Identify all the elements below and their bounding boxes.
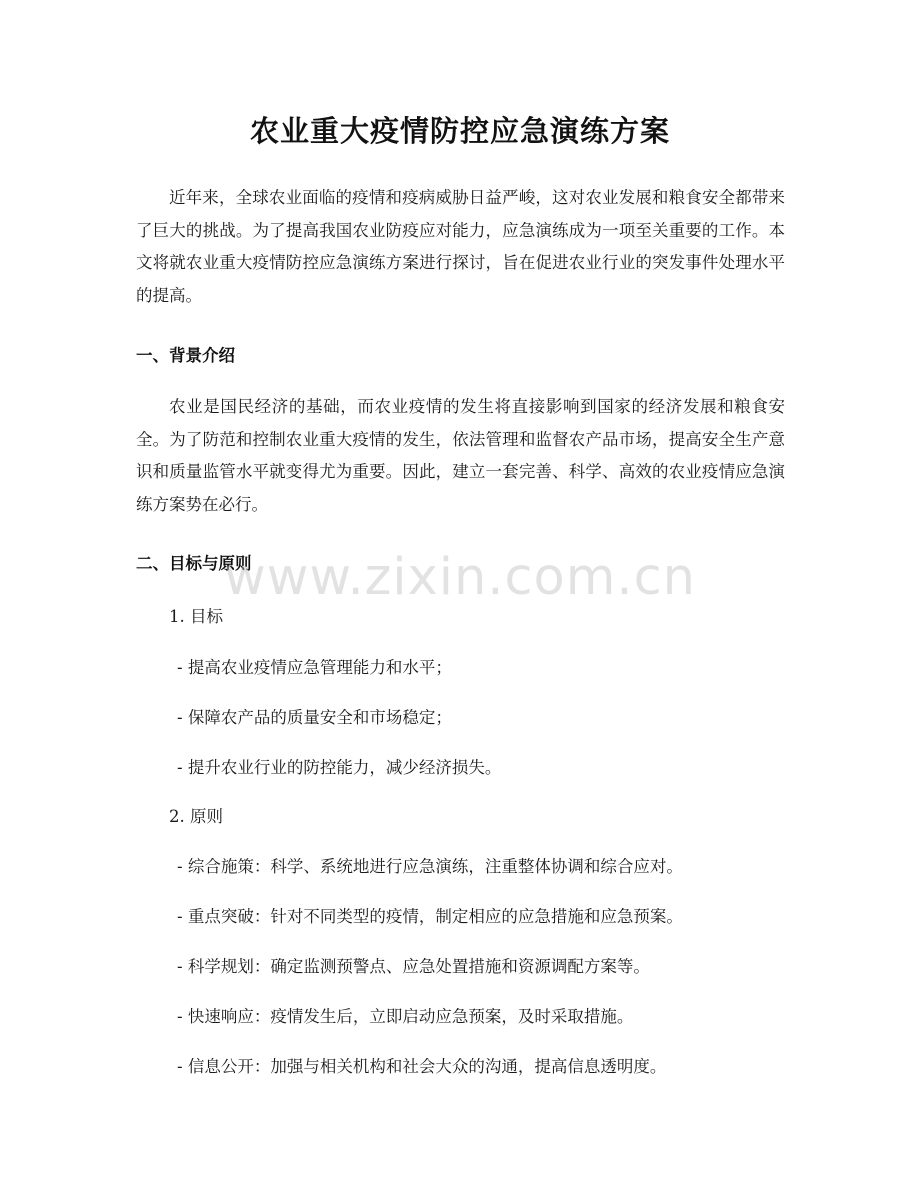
subsection-label-goals: 1. 目标 bbox=[169, 607, 223, 626]
list-item: - 重点突破：针对不同类型的疫情，制定相应的应急措施和应急预案。 bbox=[177, 907, 683, 926]
intro-paragraph: 近年来，全球农业面临的疫情和疫病威胁日益严峻，这对农业发展和粮食安全都带来了巨大的挑战。为了提高我国农业防疫应对能力，应急演练成为一项至关重要的工作。本文将就农业重大疫情防控应急演练方案进行探讨，旨在促进农业行业的突发事件处理水平的提高。 bbox=[136, 188, 785, 305]
list-item: - 信息公开：加强与相关机构和社会大众的沟通，提高信息透明度。 bbox=[177, 1057, 667, 1076]
section-heading-background: 一、背景介绍 bbox=[136, 346, 235, 365]
list-item: - 提升农业行业的防控能力，减少经济损失。 bbox=[177, 758, 502, 777]
watermark: www.zixin.com.cn bbox=[224, 548, 696, 607]
section-heading-goals-principles: 二、目标与原则 bbox=[136, 554, 252, 573]
list-item: - 综合施策：科学、系统地进行应急演练，注重整体协调和综合应对。 bbox=[177, 857, 683, 876]
background-paragraph: 农业是国民经济的基础，而农业疫情的发生将直接影响到国家的经济发展和粮食安全。为了防范和控制农业重大疫情的发生，依法管理和监督农产品市场，提高安全生产意识和质量监管水平就变得尤为重要。因此，建立一套完善、科学、高效的农业疫情应急演练方案势在必行。 bbox=[136, 397, 785, 514]
document-title: 农业重大疫情防控应急演练方案 bbox=[249, 114, 670, 148]
list-item: - 科学规划：确定监测预警点、应急处置措施和资源调配方案等。 bbox=[177, 957, 650, 976]
list-item: - 提高农业疫情应急管理能力和水平； bbox=[177, 658, 452, 677]
subsection-label-principles: 2. 原则 bbox=[169, 807, 223, 826]
list-item: - 保障农产品的质量安全和市场稳定； bbox=[177, 708, 452, 727]
list-item: - 快速响应：疫情发生后，立即启动应急预案，及时采取措施。 bbox=[177, 1007, 634, 1026]
